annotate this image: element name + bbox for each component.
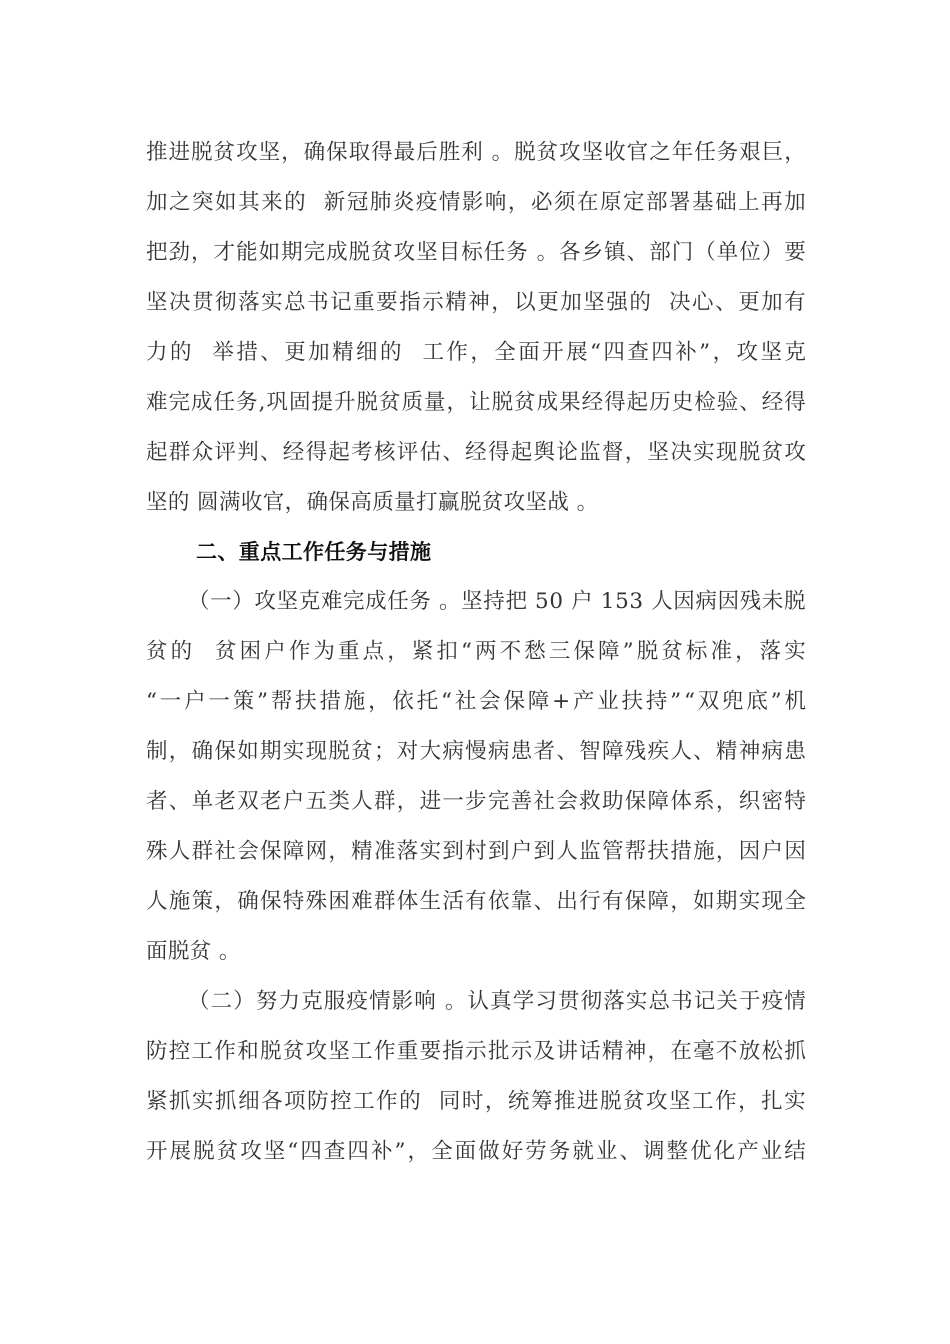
paragraph-line: （ 二 ） 努 力 克 服 疫 情 影 响 。 认 真 学 习 贯 彻 落 实 总 书 记 关 于 疫 情 (188, 989, 806, 1014)
paragraph-line: 加 之 突 如 其 来 的 新 冠 肺 炎 疫 情 影 响 ， 必 须 在 原 定 部 署 基 础 上 再 加 (146, 190, 806, 215)
paragraph-line: “ 一 户 一 策 ” 帮 扶 措 施 ， 依 托 “ 社 会 保 障 + 产 业 扶 持 ” “ 双 兜 底 ” 机 (146, 689, 806, 714)
paragraph-line: 把 劲 ， 才 能 如 期 完 成 脱 贫 攻 坚 目 标 任 务 。 各 乡 镇 、 部 门 （ 单 位 ） 要 (146, 240, 806, 265)
paragraph-line: 推 进 脱 贫 攻 坚 ， 确 保 取 得 最 后 胜 利 。 脱 贫 攻 坚 收 官 之 年 任 务 艰 巨 ， (146, 140, 806, 165)
paragraph-line: 人 施 策 ， 确 保 特 殊 困 难 群 体 生 活 有 依 靠 、 出 行 有 保 障 ， 如 期 实 现 全 (146, 889, 806, 914)
paragraph-line: 难 完 成 任 务 , 巩 固 提 升 脱 贫 质 量 ， 让 脱 贫 成 果 经 得 起 历 史 检 验 、 经 得 (146, 390, 806, 415)
paragraph-line: 起 群 众 评 判 、 经 得 起 考 核 评 估 、 经 得 起 舆 论 监 督 ， 坚 决 实 现 脱 贫 攻 (146, 440, 806, 465)
paragraph-line: （ 一 ） 攻 坚 克 难 完 成 任 务 。 坚 持 把 5 0 户 1 5 3 人 因 病 因 残 未 脱 (188, 589, 806, 614)
paragraph-line: 殊 人 群 社 会 保 障 网 ， 精 准 落 实 到 村 到 户 到 人 监 管 帮 扶 措 施 ， 因 户 因 (146, 839, 806, 864)
paragraph-line: 制 ， 确 保 如 期 实 现 脱 贫 ； 对 大 病 慢 病 患 者 、 智 障 残 疾 人 、 精 神 病 患 (146, 739, 806, 764)
paragraph-line: 防 控 工 作 和 脱 贫 攻 坚 工 作 重 要 指 示 批 示 及 讲 话 精 神 ， 在 毫 不 放 松 抓 (146, 1039, 806, 1064)
paragraph-line: 者 、 单 老 双 老 户 五 类 人 群 ， 进 一 步 完 善 社 会 救 助 保 障 体 系 ， 织 密 特 (146, 789, 806, 814)
paragraph-line: 贫 的 贫 困 户 作 为 重 点 ， 紧 扣 “ 两 不 愁 三 保 障 ” 脱 贫 标 准 ， 落 实 (146, 639, 806, 664)
section-heading: 二、重点工作任务与措施 (196, 540, 432, 564)
paragraph-line: 力 的 举 措 、 更 加 精 细 的 工 作 ， 全 面 开 展 “ 四 查 四 补 ” ， 攻 坚 克 (146, 340, 806, 365)
paragraph-line: 坚 决 贯 彻 落 实 总 书 记 重 要 指 示 精 神 ， 以 更 加 坚 强 的 决 心 、 更 加 有 (146, 290, 806, 315)
paragraph-line: 面脱贫 。 (146, 939, 241, 964)
paragraph-line: 开 展 脱 贫 攻 坚 “ 四 查 四 补 ” ， 全 面 做 好 劳 务 就 业 、 调 整 优 化 产 业 结 (146, 1139, 806, 1164)
paragraph-line: 坚的 圆满收官，确保高质量打赢脱贫攻坚战 。 (146, 490, 599, 515)
paragraph-line: 紧 抓 实 抓 细 各 项 防 控 工 作 的 同 时 ， 统 筹 推 进 脱 贫 攻 坚 工 作 ， 扎 实 (146, 1089, 806, 1114)
